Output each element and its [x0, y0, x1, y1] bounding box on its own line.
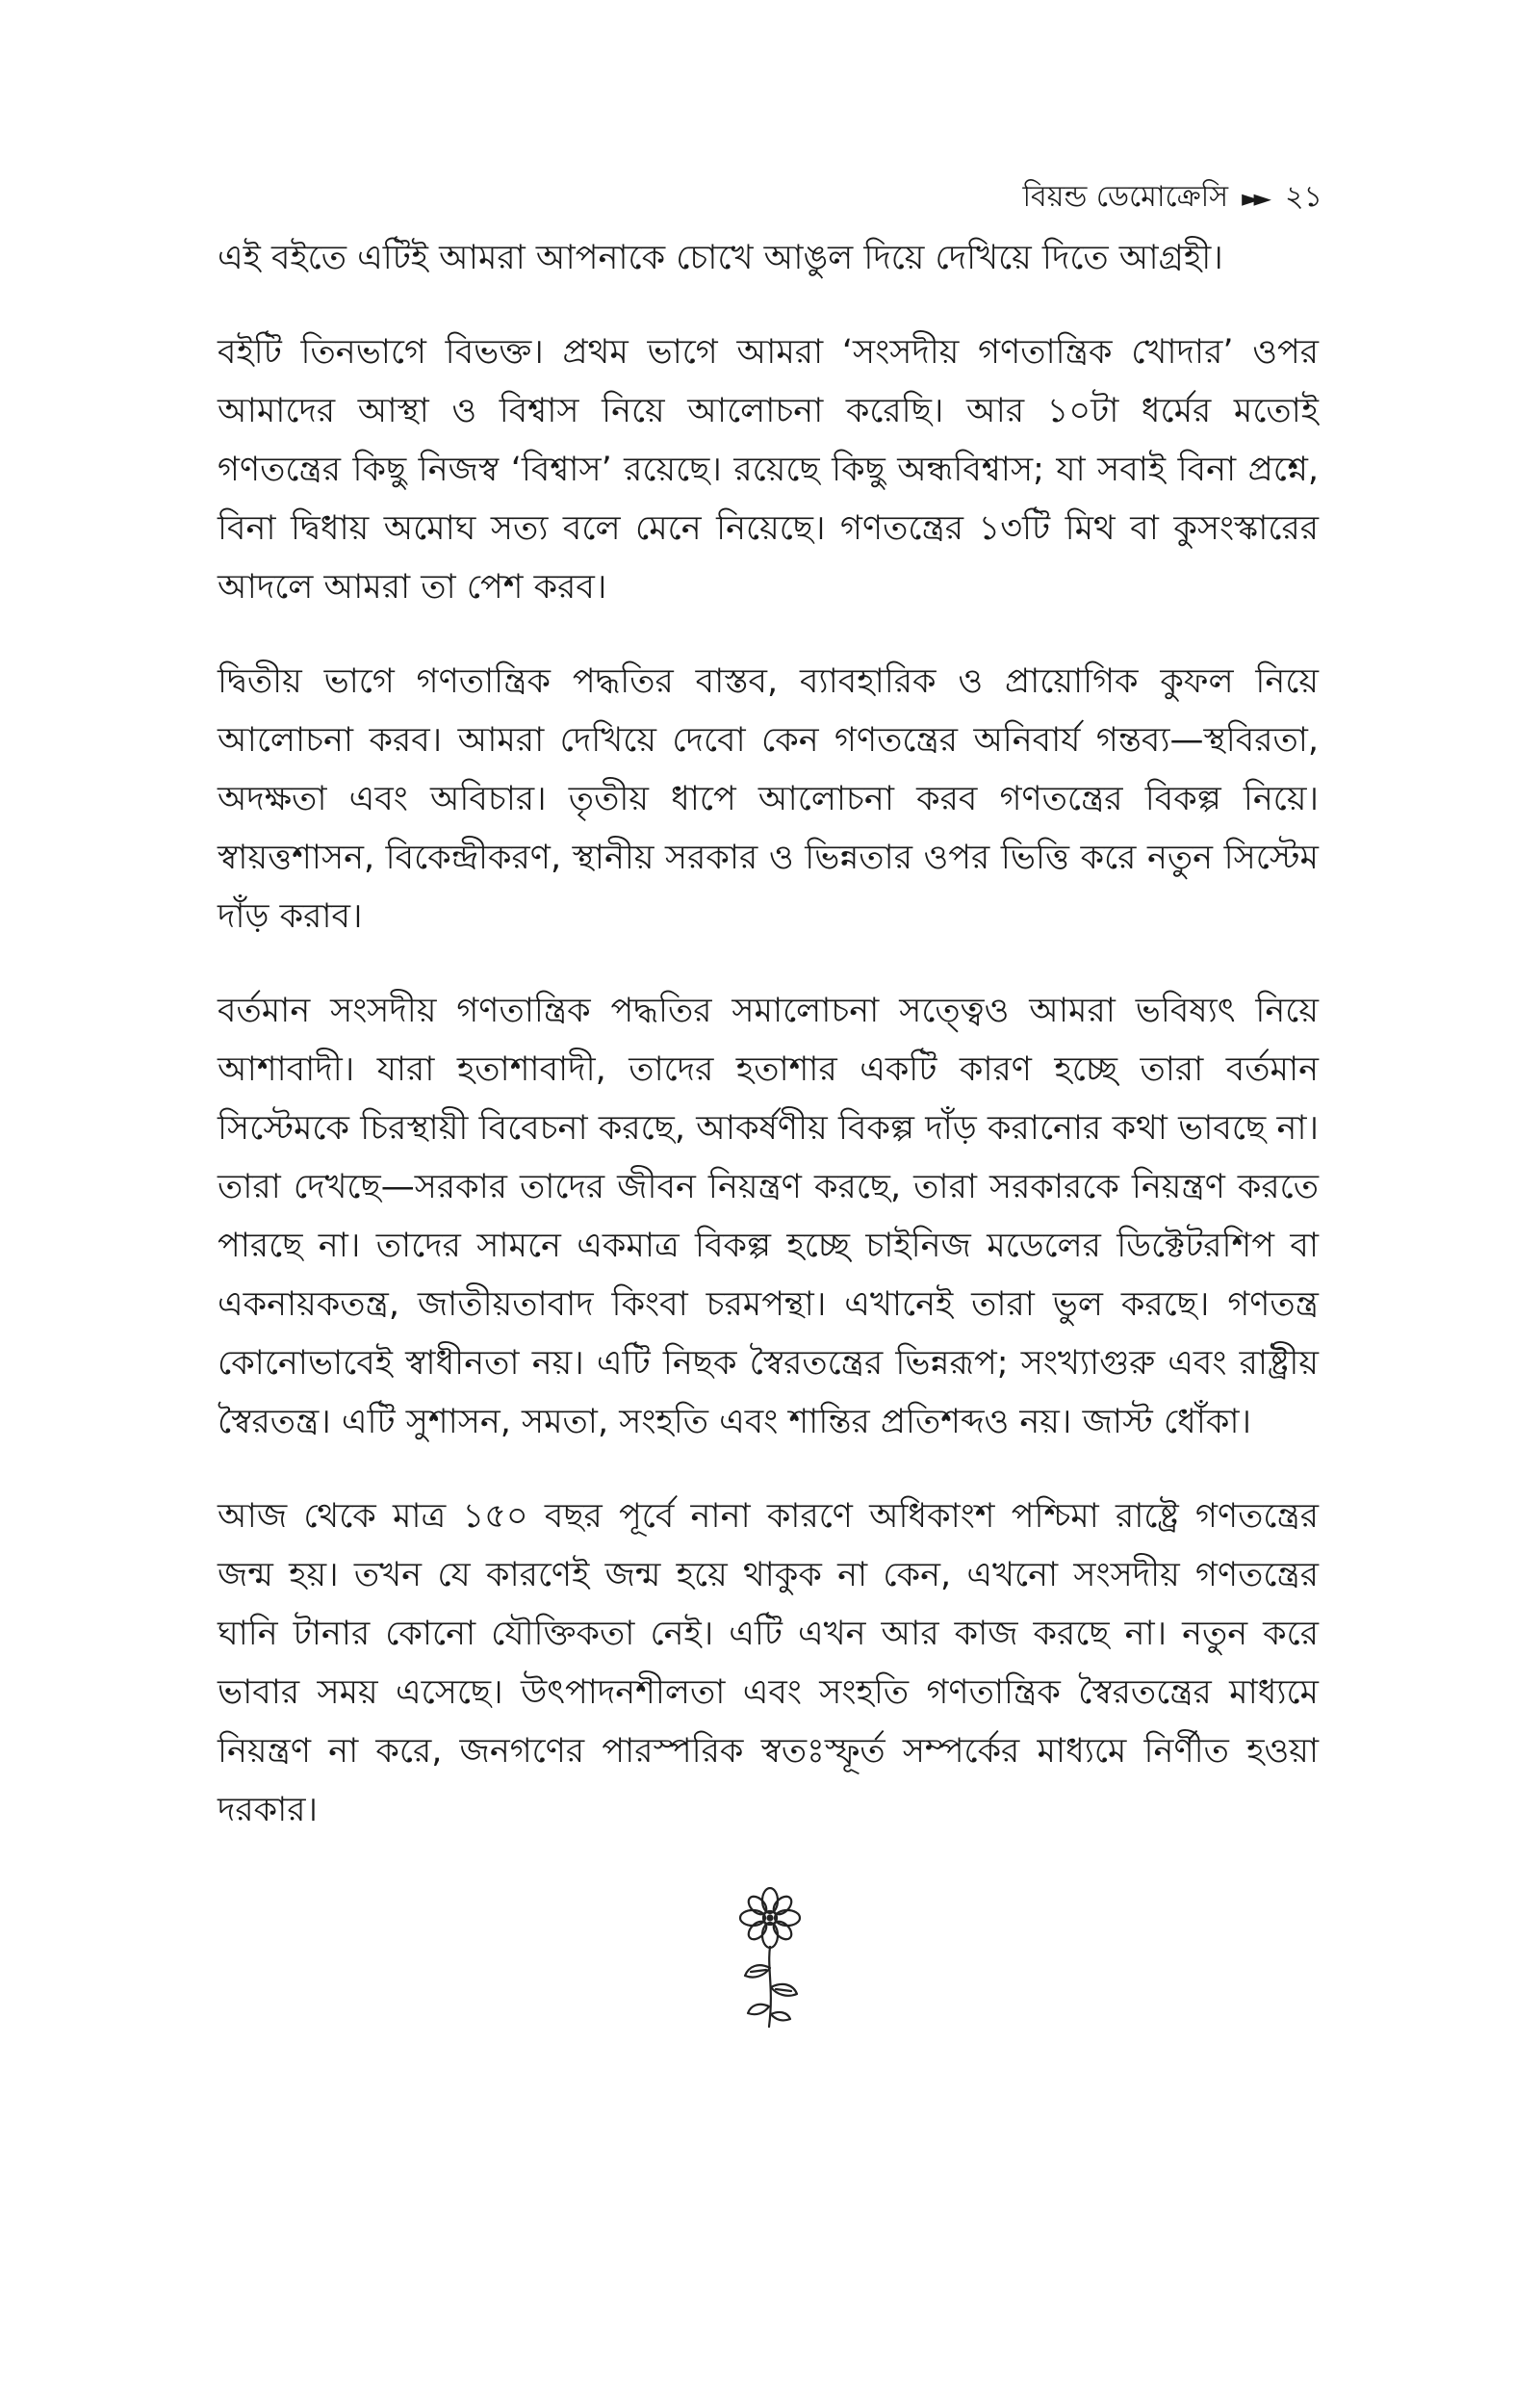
- flower-ornament-icon: [722, 1887, 818, 2032]
- paragraph-1: এই বইতে এটিই আমরা আপনাকে চোখে আঙুল দিয়ে দেখিয়ে দিতে আগ্রহী।: [218, 239, 1223, 277]
- paragraph-2: বইটি তিনভাগে বিভক্ত। প্রথম ভাগে আমরা ‘সংসদীয় গণতান্ত্রিক খোদার’ ওপর আমাদের আস্থা ও বিশ্বাস নিয়ে আলোচনা করেছি। আর ১০টা ধর্মের মতোই গণতন্ত্রের কিছু নিজস্ব ‘বিশ্বাস’ রয়েছে। রয়েছে কিছু অন্ধবিশ্বাস; যা সবাই বিনা প্রশ্নে, বিনা দ্বিধায় অমোঘ সত্য বলে মেনে নিয়েছে। গণতন্ত্রের ১৩টি মিথ বা কুসংস্কারের আদলে আমরা তা পেশ করব।: [218, 333, 1319, 607]
- page-number: ২১: [1285, 180, 1322, 214]
- paragraph-4: বর্তমান সংসদীয় গণতান্ত্রিক পদ্ধতির সমালোচনা সত্ত্বেও আমরা ভবিষ্যৎ নিয়ে আশাবাদী। যারা হতাশাবাদী, তাদের হতাশার একটি কারণ হচ্ছে তারা বর্তমান সিস্টেমকে চিরস্থায়ী বিবেচনা করছে, আকর্ষণীয় বিকল্প দাঁড় করানোর কথা ভাবছে না। তারা দেখছে—সরকার তাদের জীবন নিয়ন্ত্রণ করছে, তারা সরকারকে নিয়ন্ত্রণ করতে পারছে না। তাদের সামনে একমাত্র বিকল্প হচ্ছে চাইনিজ মডেলের ডিক্টেটরশিপ বা একনায়কতন্ত্র, জাতীয়তাবাদ কিংবা চরমপন্থা। এখানেই তারা ভুল করছে। গণতন্ত্র কোনোভাবেই স্বাধীনতা নয়। এটি নিছক স্বৈরতন্ত্রের ভিন্নরূপ; সংখ্যাগুরু এবং রাষ্ট্রীয় স্বৈরতন্ত্র। এটি সুশাসন, সমতা, সংহতি এবং শান্তির প্রতিশব্দও নয়। জাস্ট ধোঁকা।: [218, 992, 1319, 1441]
- running-header: [1022, 173, 1322, 222]
- paragraph-5: আজ থেকে মাত্র ১৫০ বছর পূর্বে নানা কারণে অধিকাংশ পশ্চিমা রাষ্ট্রে গণতন্ত্রের জন্ম হয়। তখন যে কারণেই জন্ম হয়ে থাকুক না কেন, এখনো সংসদীয় গণতন্ত্রের ঘানি টানার কোনো যৌক্তিকতা নেই। এটি এখন আর কাজ করছে না। নতুন করে ভাবার সময় এসেছে। উৎপাদনশীলতা এবং সংহতি গণতান্ত্রিক স্বৈরতন্ত্রের মাধ্যমে নিয়ন্ত্রণ না করে, জনগণের পারস্পরিক স্বতঃস্ফূর্ত সম্পর্কের মাধ্যমে নির্ণীত হওয়া দরকার।: [218, 1497, 1319, 1829]
- body-text: [218, 229, 1319, 1876]
- book-title: বিয়ন্ড ডেমোক্রেসি: [1022, 180, 1229, 214]
- double-chevron-right-icon: ►►: [1242, 184, 1267, 212]
- paragraph-3: দ্বিতীয় ভাগে গণতান্ত্রিক পদ্ধতির বাস্তব, ব্যাবহারিক ও প্রায়োগিক কুফল নিয়ে আলোচনা করব। আমরা দেখিয়ে দেবো কেন গণতন্ত্রের অনিবার্য গন্তব্য—স্থবিরতা, অদক্ষতা এবং অবিচার। তৃতীয় ধাপে আলোচনা করব গণতন্ত্রের বিকল্প নিয়ে। স্বায়ত্তশাসন, বিকেন্দ্রীকরণ, স্থানীয় সরকার ও ভিন্নতার ওপর ভিত্তি করে নতুন সিস্টেম দাঁড় করাব।: [218, 662, 1319, 936]
